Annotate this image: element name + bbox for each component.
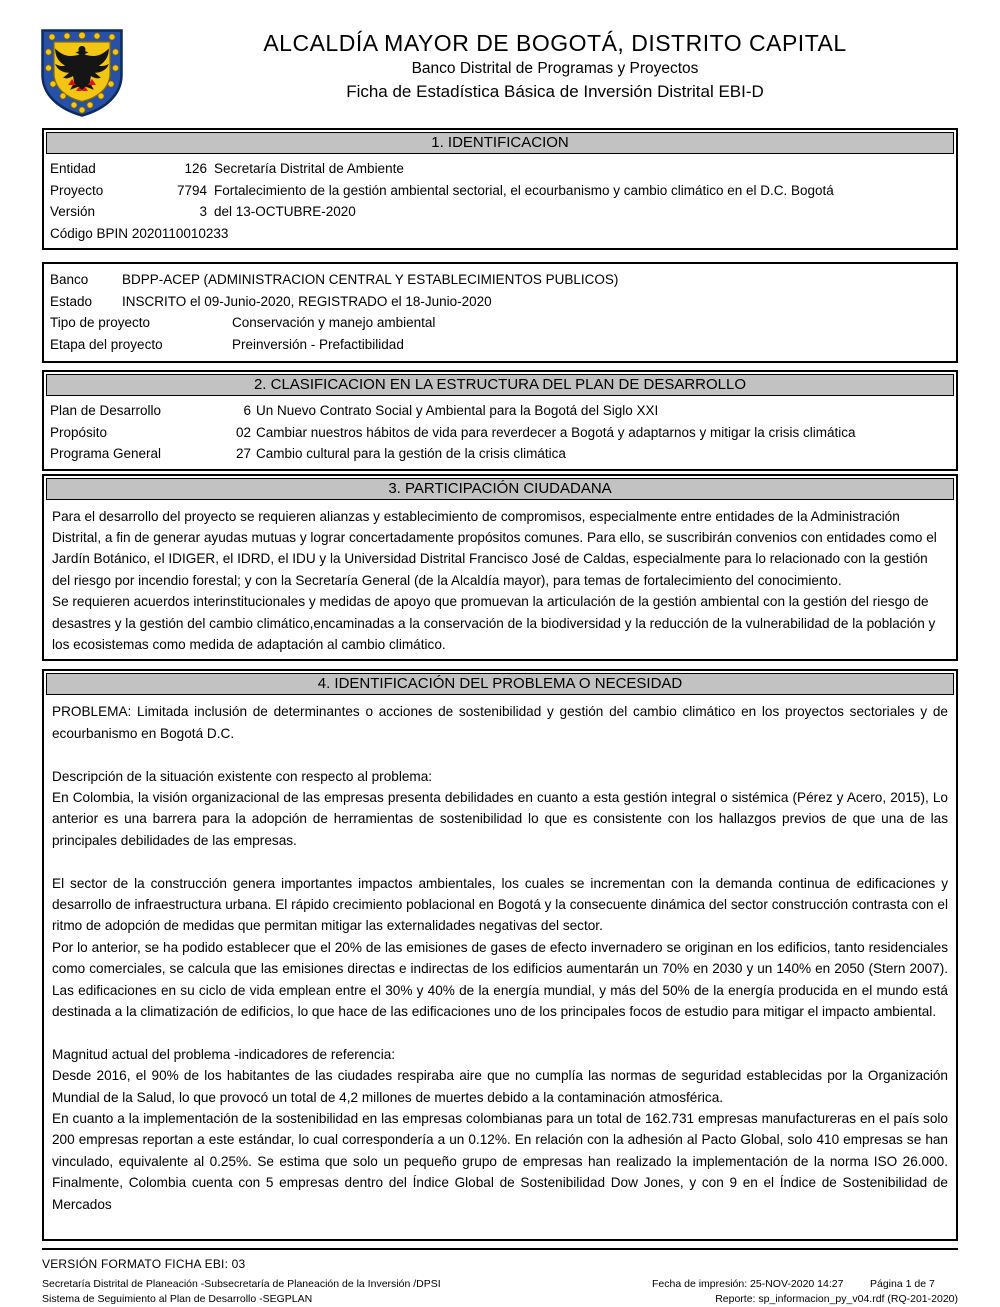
problema-paragraph-blank bbox=[52, 1022, 948, 1043]
page-subtitle-banco: Banco Distrital de Programas y Proyectos bbox=[411, 60, 699, 77]
section-identificacion bbox=[42, 128, 958, 250]
row-proposito bbox=[50, 422, 950, 444]
problema-paragraph: Descripción de la situación existente con respecto al problema: bbox=[52, 768, 433, 784]
footer-page-number: Página 1 de 7 bbox=[870, 1278, 935, 1291]
problema-paragraph: El sector de la construcción genera importantes impactos ambientales, los cuales se incrementan con la demanda continua de edificaciones y desarrollo de infraestructura urbana. El rápido crecimiento poblacional en Bogotá y la consecuente dinámica del sector construcción contrasta con el ritmo de adopción de medidas que permitan mitigar las externalidades negativas del sector. bbox=[52, 875, 948, 934]
problema-paragraph: Por lo anterior, se ha podido establecer que el 20% de las emisiones de gases de efecto invernadero se originan en los edificios, tanto residenciales como comerciales, se calcula que las emisiones directas e indirectas de los edificios aumentarán un 70% en 2030 y un 140% en 2050 (Stern 2007). Las edificaciones en su ciclo de vida emplean entre el 30% y 40% de la energía mundial, y más del 50% de la energía producida en el mundo está destinada a la climatización de edificios, lo que hace de las edificaciones uno de los principales focos de estudio para mitigar el impacto ambiental. bbox=[52, 939, 948, 1019]
document-header bbox=[42, 28, 958, 124]
row-programa-general-value: Cambio cultural para la gestión de la crisis climática bbox=[256, 446, 566, 461]
section-identificacion-header: 1. IDENTIFICACION bbox=[46, 132, 954, 154]
row-programa-general-label: Programa General bbox=[50, 446, 162, 461]
section-problema-header: 4. IDENTIFICACIÓN DEL PROBLEMA O NECESIDAD bbox=[46, 673, 954, 695]
row-codigo-bpin bbox=[50, 223, 950, 245]
participacion-paragraph: Se requieren acuerdos interinstitucionales y medidas de apoyo que promuevan la articulación de la gestión ambiental con la gestión del riesgo de desastres y la gestión del cambio climático,encaminadas a la conservación de la biodiversidad y la reducción de la vulnerabilidad de la población y los ecosistemas como medida de adaptación al cambio climático. bbox=[52, 594, 936, 652]
row-entidad-code: 126 bbox=[184, 161, 207, 176]
footer-entity-line: Secretaría Distrital de Planeación -Subsecretaría de Planeación de la Inversión /DPSI bbox=[42, 1278, 441, 1291]
row-estado-value: INSCRITO el 09-Junio-2020, REGISTRADO el 18-Junio-2020 bbox=[122, 293, 492, 309]
row-etapa-proyecto bbox=[50, 334, 950, 356]
section-problema bbox=[42, 669, 958, 1241]
row-proyecto-code: 7794 bbox=[176, 182, 207, 198]
problema-paragraph-blank bbox=[52, 851, 948, 872]
problema-paragraph: En Colombia, la visión organizacional de las empresas presenta debilidades en cuanto a esta gestión integral o sistémica (Pérez y Acero, 2015), Lo anterior es una barrera para la adopción de herramientas de sostenibilidad lo que es consistente con los hallazgos previos de que una de las principales debilidades de las empresas. bbox=[52, 789, 948, 848]
row-banco-value: BDPP-ACEP (ADMINISTRACION CENTRAL Y ESTABLECIMIENTOS PUBLICOS) bbox=[122, 272, 619, 287]
row-plan-desarrollo bbox=[50, 400, 950, 422]
row-tipo-proyecto-label: Tipo de proyecto bbox=[50, 315, 151, 330]
row-banco bbox=[50, 269, 950, 291]
footer-report-id: Reporte: sp_informacion_py_v04.rdf (RQ-201-2020) bbox=[715, 1293, 958, 1306]
banco-estado-box bbox=[42, 262, 958, 363]
row-proyecto-label: Proyecto bbox=[50, 182, 104, 198]
problema-paragraph: En cuanto a la implementación de la sostenibilidad en las empresas colombianas para un total de 162.731 empresas manufactureras en el país solo 200 empresas reportan a este estándar, lo cual correspondería a un 0.12%. En relación con la adhesión al Pacto Global, solo 410 empresas se han vinculado, equivalente al 0.25%. Se estima que solo un pequeño grupo de empresas han realizado la implementación de la norma ISO 26.000. Finalmente, Colombia cuenta con 5 empresas dentro del Índice Global de Sostenibilidad Dow Jones, y con 9 en el Índice de Sostenibilidad de Mercados bbox=[52, 1111, 948, 1212]
footer-version: VERSIÓN FORMATO FICHA EBI: 03 bbox=[42, 1257, 246, 1272]
row-estado-label: Estado bbox=[50, 293, 93, 309]
problema-paragraph: PROBLEMA: Limitada inclusión de determinantes o acciones de sostenibilidad y gestión del cambio climático en los proyectos sectoriales y de ecourbanismo en Bogotá D.C. bbox=[52, 704, 948, 741]
page-title: ALCALDÍA MAYOR DE BOGOTÁ, DISTRITO CAPITAL bbox=[263, 30, 847, 56]
row-codigo-bpin-value: 2020110010233 bbox=[131, 225, 229, 241]
row-proyecto bbox=[50, 180, 950, 202]
section-participacion bbox=[42, 474, 958, 662]
row-version bbox=[50, 201, 950, 223]
row-plan-desarrollo-value: Un Nuevo Contrato Social y Ambiental para la Bogotá del Siglo XXI bbox=[256, 403, 659, 418]
row-proyecto-value: Fortalecimiento de la gestión ambiental sectorial, el ecourbanismo y cambio climático en el D.C. Bogotá bbox=[214, 182, 834, 198]
row-entidad bbox=[50, 158, 950, 180]
participacion-paragraph: Para el desarrollo del proyecto se requieren alianzas y establecimiento de compromisos, especialmente entre entidades de la Administración Distrital, a fin de generar ayudas mutuas y lograr concertadamente propósitos comunes. Para ello, se suscribirán convenios con entidades como el Jardín Botánico, el IDIGER, el IDRD, el IDU y la Universidad Distrital Francisco José de Caldas, especialmente para lo relacionado con la gestión del riesgo por incendio forestal; y con la Secretaría General (de la Alcaldía mayor), para temas de fortalecimiento del conocimiento. bbox=[52, 508, 937, 588]
bogota-coat-of-arms-icon bbox=[40, 28, 124, 123]
row-version-number: 3 bbox=[199, 204, 207, 219]
problema-paragraph: Desde 2016, el 90% de los habitantes de las ciudades respiraba aire que no cumplía las normas de seguridad establecidas por la Organización Mundial de la Salud, lo que provocó un total de 4,2 millones de muertes debido a la contaminación atmosférica. bbox=[52, 1068, 948, 1105]
row-tipo-proyecto bbox=[50, 312, 950, 334]
row-proposito-value: Cambiar nuestros hábitos de vida para reverdecer a Bogotá y adaptarnos y mitigar la crisis climática bbox=[256, 424, 856, 440]
row-etapa-proyecto-label: Etapa del proyecto bbox=[50, 336, 163, 352]
footer-print-date: Fecha de impresión: 25-NOV-2020 14:27 bbox=[652, 1278, 844, 1291]
row-plan-desarrollo-label: Plan de Desarrollo bbox=[50, 403, 162, 418]
row-etapa-proyecto-value: Preinversión - Prefactibilidad bbox=[232, 336, 404, 352]
section-clasificacion bbox=[42, 370, 958, 471]
row-entidad-value: Secretaría Distrital de Ambiente bbox=[214, 161, 404, 176]
page-footer bbox=[42, 1248, 958, 1307]
footer-divider bbox=[42, 1248, 958, 1250]
row-banco-label: Banco bbox=[50, 272, 89, 287]
footer-system-line: Sistema de Seguimiento al Plan de Desarrollo -SEGPLAN bbox=[42, 1293, 313, 1306]
row-plan-desarrollo-code: 6 bbox=[243, 403, 251, 418]
row-codigo-bpin-label: Código BPIN bbox=[50, 225, 129, 241]
row-programa-general bbox=[50, 443, 950, 465]
row-tipo-proyecto-value: Conservación y manejo ambiental bbox=[232, 315, 436, 330]
row-estado bbox=[50, 291, 950, 313]
problema-paragraph-blank bbox=[52, 744, 948, 765]
problema-paragraph: Magnitud actual del problema -indicadores de referencia: bbox=[52, 1046, 396, 1062]
row-proposito-code: 02 bbox=[235, 424, 251, 440]
page-subtitle-ficha: Ficha de Estadística Básica de Inversión Distrital EBI-D bbox=[346, 82, 764, 101]
row-programa-general-code: 27 bbox=[235, 446, 251, 461]
row-proposito-label: Propósito bbox=[50, 424, 108, 440]
row-entidad-label: Entidad bbox=[50, 161, 96, 176]
row-version-value: del 13-OCTUBRE-2020 bbox=[214, 204, 356, 219]
section-clasificacion-header: 2. CLASIFICACION EN LA ESTRUCTURA DEL PLAN DE DESARROLLO bbox=[46, 374, 954, 396]
row-version-label: Versión bbox=[50, 204, 96, 219]
section-participacion-header: 3. PARTICIPACIÓN CIUDADANA bbox=[46, 478, 954, 500]
